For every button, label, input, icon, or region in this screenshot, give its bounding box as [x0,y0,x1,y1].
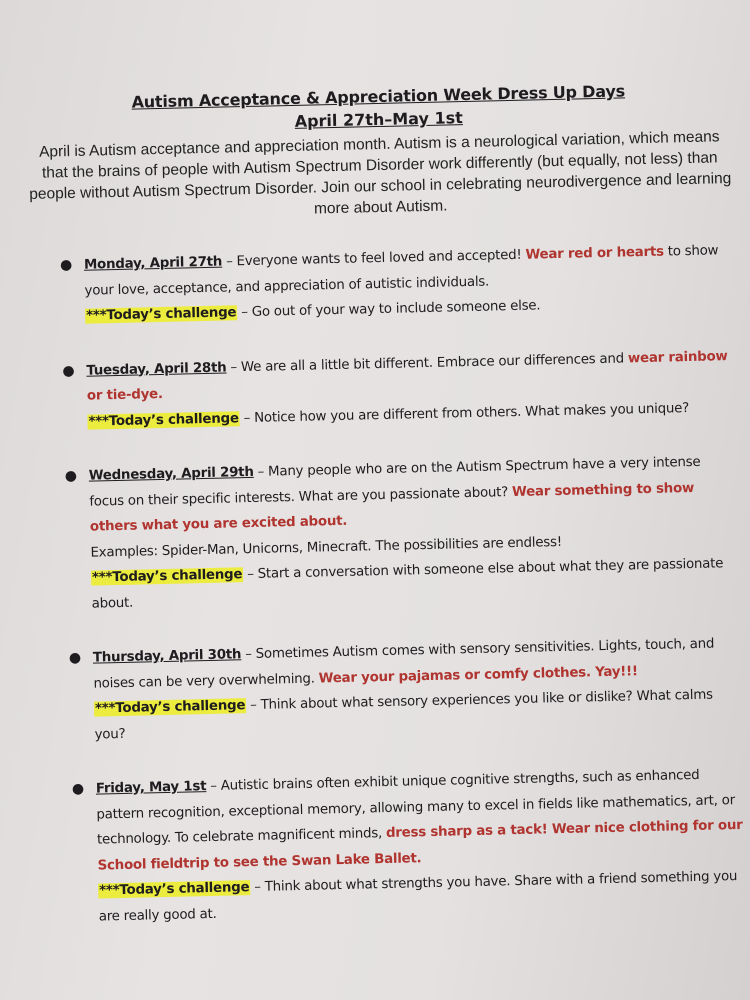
bullet-icon: ● [64,467,77,485]
challenge-text: – Think about what strengths you have. Share with a friend something you are really good at. [98,869,738,925]
day-name: Wednesday, April 29th [88,464,254,484]
day-separator: – [206,778,221,795]
list-item [35,631,749,749]
challenge-label: ***Today’s challenge [91,567,243,586]
day-separator: – [221,254,237,270]
challenge-label: ***Today’s challenge [99,880,250,899]
dress-code: Wear your pajamas or comfy clothes. Yay!!! [318,663,638,686]
challenge-label: ***Today’s challenge [94,698,246,717]
bullet-icon: ● [59,256,73,274]
day-description: Autistic brains often exhibit unique cognitive strengths, such as enhanced pattern recognition, exceptional memory, allowing many to excel in fields like mathematics, art, or technology. To celebrate magnificent minds, [96,767,736,848]
dress-code: Wear red or hearts [525,244,664,263]
challenge-text: – Start a conversation with someone else about what they are passionate about. [91,556,724,612]
list-item [31,449,746,618]
challenge-text: – Notice how you are different from others. What makes you unique? [239,400,690,426]
dress-code: wear rainbow or tie-dye. [86,348,728,404]
day-description: We are all a little bit different. Embrace our differences and [240,350,629,375]
list-item [38,762,750,931]
document-dates: April 27th–May 1st [294,108,464,131]
day-description: Many people who are on the Autism Spectrum have a very intense focus on their specific interests. What are you passionate about? [89,454,701,510]
day-separator: – [253,464,269,480]
challenge-label: ***Today’s challenge [85,305,237,324]
challenge-label: ***Today’s challenge [88,410,239,430]
challenge-text: – Go out of your way to include someone else. [237,298,541,321]
dress-up-days-list [26,238,750,931]
list-item [28,343,742,436]
day-separator: – [241,646,256,663]
list-item [26,238,740,331]
bullet-icon: ● [68,649,82,667]
day-separator: – [226,359,242,376]
flyer-sheet [22,78,750,960]
day-description-after: to show your love, acceptance, and appreciation of autistic individuals. [84,243,719,299]
examples-text: Examples: Spider-Man, Unicorns, Minecraft. The possibilities are endless! [90,534,563,561]
document-title: Autism Acceptance & Appreciation Week Dress Up Days [131,81,626,112]
day-description: Everyone wants to feel loved and accepted! [236,247,526,270]
bullet-icon: ● [71,780,85,798]
bullet-icon: ● [62,362,75,379]
day-name: Tuesday, April 28th [86,360,227,379]
dress-code: Wear something to show others what you are excited about. [89,480,695,535]
day-name: Thursday, April 30th [92,647,242,666]
day-name: Friday, May 1st [95,779,207,797]
dress-code: dress sharp as a tack! Wear nice clothing for our School fieldtrip to see the Swan Lake Ballet. [97,817,743,874]
day-name: Monday, April 27th [83,254,223,273]
day-description: Sometimes Autism comes with sensory sensitivities. Lights, touch, and noises can be very overwhelming. [93,636,715,692]
challenge-text: – Think about what sensory experiences you like or dislike? What calms you? [94,687,713,743]
intro-paragraph: April is Autism acceptance and appreciation month. Autism is a neurological variation, which means that the brains of people with Autism Spectrum Disorder work differently (but equally, not less) than people without Autism Spectrum Disorder. Join our school in celebrating neurodivergence and learning more about Autism. [29,128,732,218]
